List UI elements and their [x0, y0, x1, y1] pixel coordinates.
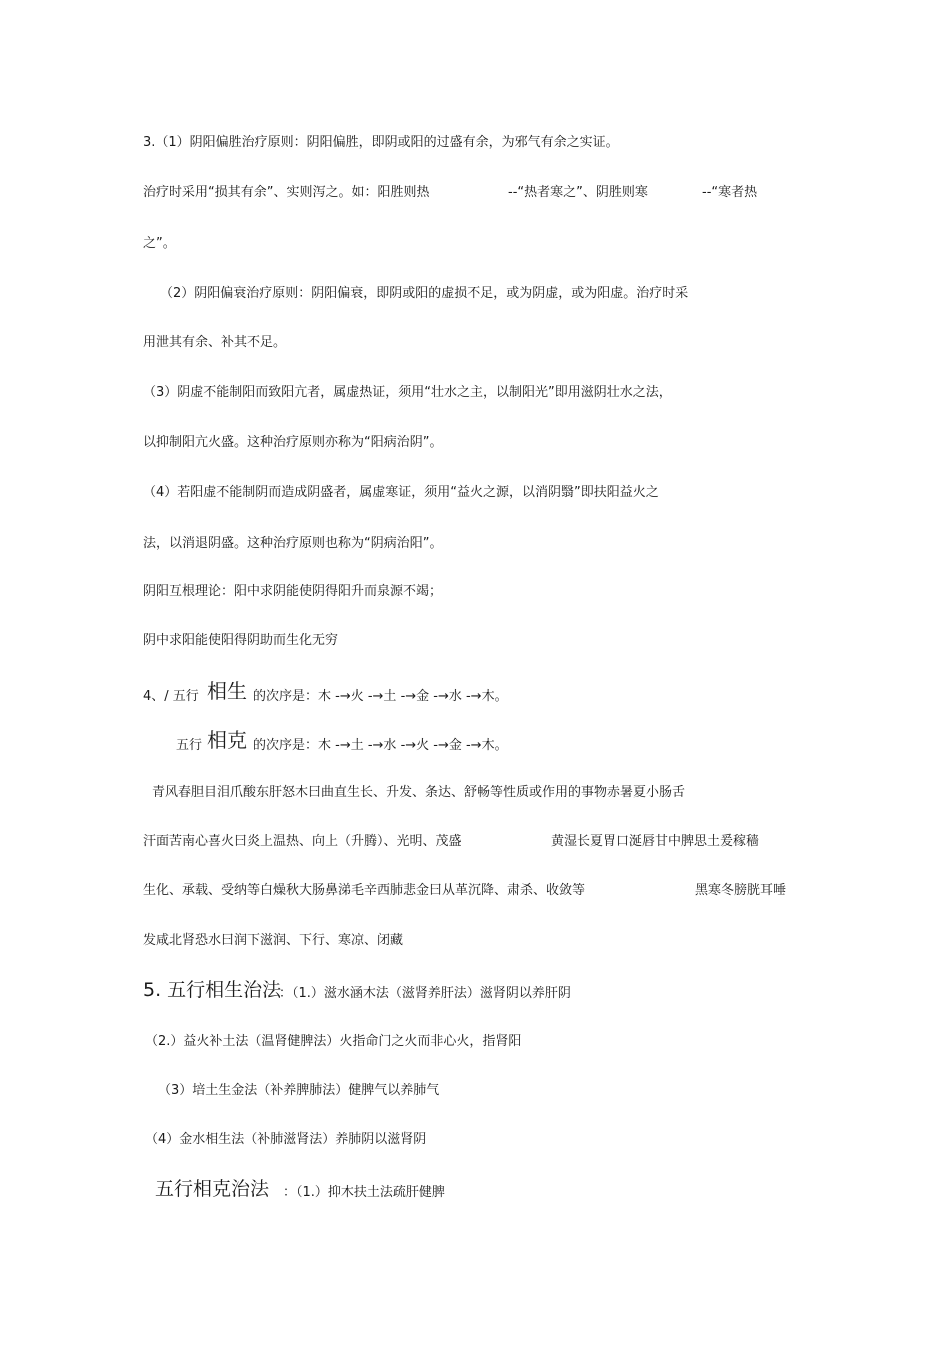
text-line: [155, 1180, 555, 1206]
text-segment: --“热者寒之”、阴胜则寒: [508, 185, 648, 200]
text-line: 法，以消退阴盛。这种治疗原则也称为“阴病治阳”。: [143, 536, 443, 551]
text-line: 用泄其有余、补其不足。: [143, 335, 287, 350]
text-line: [143, 679, 563, 710]
text-segment: 的次序是：木 -→土 -→水 -→火 -→金 -→木。: [253, 738, 508, 753]
text-line: [143, 184, 793, 202]
emphasis-term: 相克: [207, 728, 247, 752]
section-heading: 五行相克治法: [155, 1178, 270, 1200]
text-line: （2）阴阳偏衰治疗原则：阴阳偏衰，即阴或阳的虚损不足，或为阴虚，或为阳虚。治疗时采: [160, 286, 689, 301]
text-segment: 五行: [176, 738, 203, 753]
text-segment: ：（1.）滋水涵木法（滋肾养肝法）滋肾阴以养肝阴: [279, 986, 571, 1001]
text-line: 3.（1）阴阳偏胜治疗原则：阴阳偏胜，即阴或阳的过盛有余，为邪气有余之实证。: [143, 135, 619, 150]
text-line: 之”。: [143, 236, 176, 251]
text-line: [143, 833, 783, 851]
text-line: [143, 882, 803, 900]
text-line: （3）阴虚不能制阳而致阳亢者，属虚热证，须用“壮水之主，以制阳光”即用滋阴壮水之法，: [143, 385, 672, 400]
text-line: 阴阳互根理论：阳中求阴能使阴得阳升而泉源不竭；: [143, 584, 443, 599]
text-segment: 治疗时采用“损其有余”、实则泻之。如：阳胜则热: [143, 185, 430, 200]
text-segment: 黄湿长夏胃口涎唇甘中脾思土爰稼穑: [551, 834, 760, 849]
text-line: 青风春胆目泪爪酸东肝怒木曰曲直生长、升发、条达、舒畅等性质或作用的事物赤暑夏小肠舌: [152, 785, 686, 800]
text-line: [143, 981, 663, 1007]
text-segment: 汗面苦南心喜火曰炎上温热、向上（升腾）、光明、茂盛: [143, 834, 462, 849]
text-line: 阴中求阳能使阳得阴助而生化无穷: [143, 633, 339, 648]
text-segment: 生化、承载、受纳等白燥秋大肠鼻涕毛辛西肺悲金曰从革沉降、肃杀、收敛等: [143, 883, 586, 898]
text-segment: ：（1.）抑木扶土法疏肝健脾: [283, 1185, 445, 1200]
emphasis-term: 相生: [207, 679, 247, 703]
text-line: （3）培土生金法（补养脾肺法）健脾气以养肺气: [158, 1083, 440, 1098]
text-line: （4）若阳虚不能制阴而造成阴盛者，属虚寒证，须用“益火之源，以消阴翳”即扶阳益火之: [143, 485, 659, 500]
text-line: 以抑制阳亢火盛。这种治疗原则亦称为“阳病治阴”。: [143, 435, 443, 450]
text-segment: 4、/ 五行: [143, 689, 199, 704]
section-heading: 5. 五行相生治法: [143, 979, 282, 1001]
text-line: （2.）益火补土法（温肾健脾法）火指命门之火而非心火，指肾阳: [145, 1034, 522, 1049]
text-segment: 黑寒冬膀胱耳唾: [695, 883, 787, 898]
text-segment: --“寒者热: [702, 185, 758, 200]
text-line: 发咸北肾恐水曰润下滋润、下行、寒凉、闭藏: [143, 933, 404, 948]
text-segment: 的次序是：木 -→火 -→土 -→金 -→水 -→木。: [253, 689, 508, 704]
text-line: [176, 728, 576, 759]
text-line: （4）金水相生法（补肺滋肾法）养肺阴以滋肾阴: [145, 1132, 427, 1147]
